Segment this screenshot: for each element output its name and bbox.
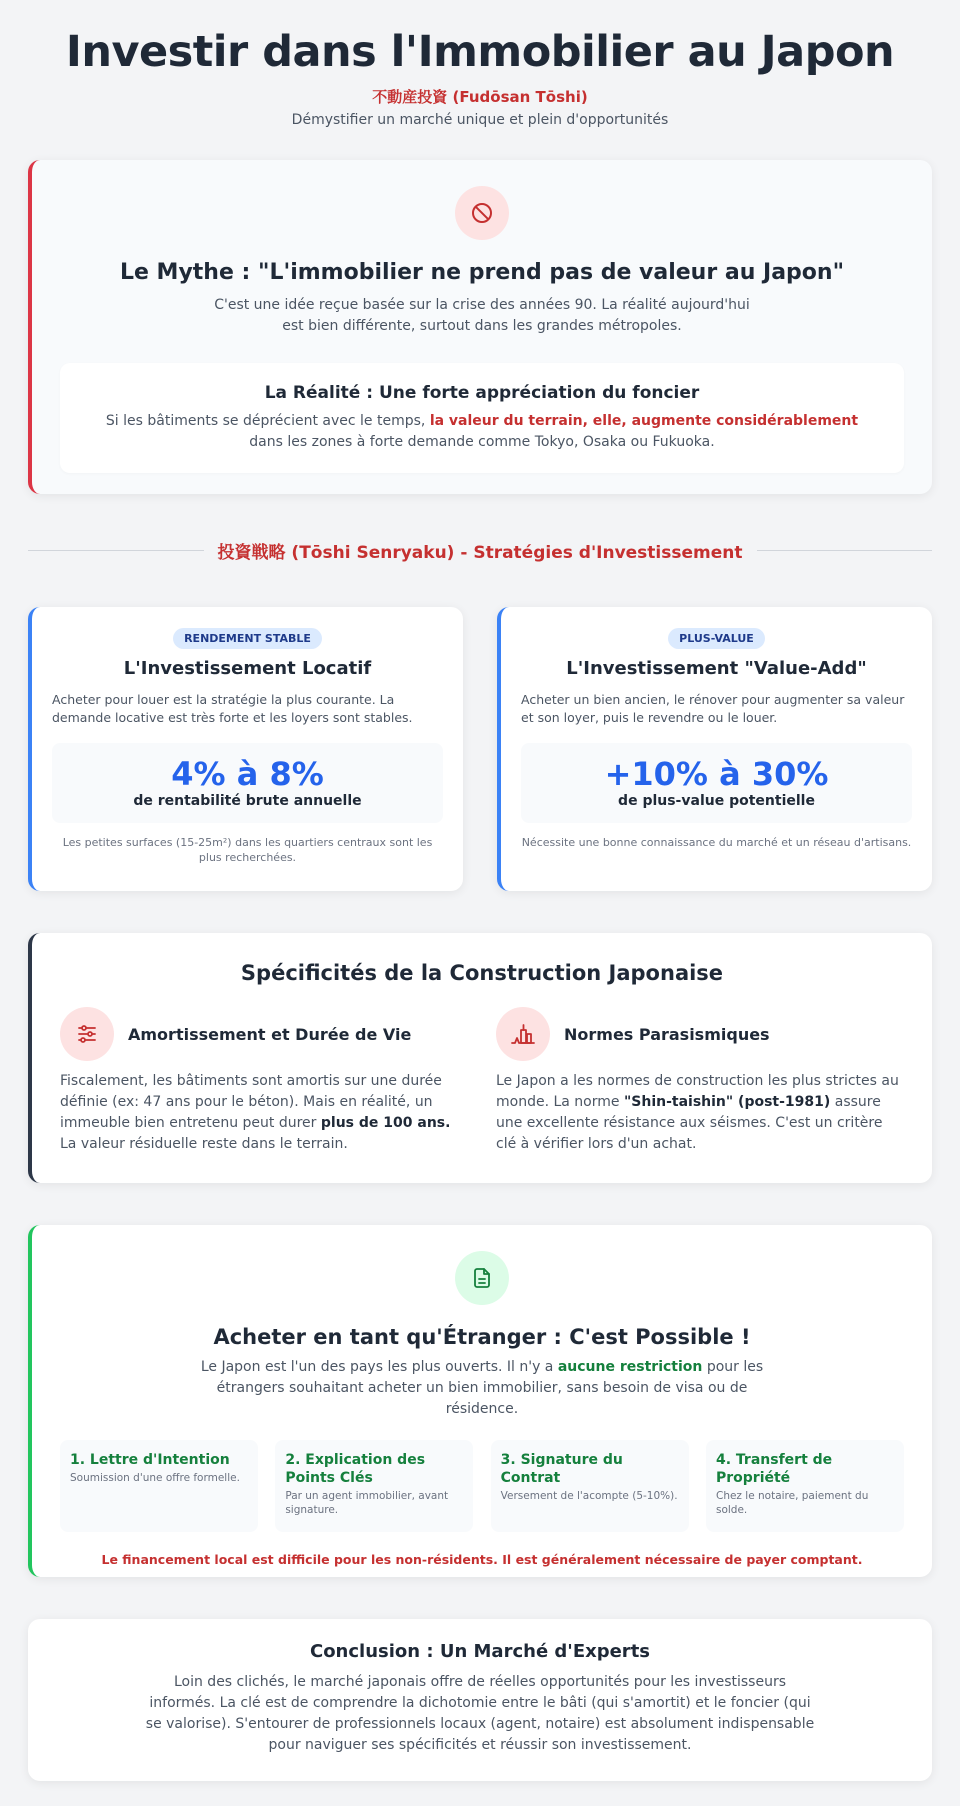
step-title: 3. Signature du Contrat <box>500 1452 623 1486</box>
strategies-heading: 投資戦略 (Tōshi Senryaku) - Stratégies d'Investissement <box>217 543 743 563</box>
conclusion-card <box>28 1619 932 1781</box>
myth-card <box>28 160 932 494</box>
step-card <box>275 1440 473 1532</box>
myth-description: C'est une idée reçue basée sur la crise des années 90. La réalité aujourd'hui est bien différente, surtout dans les grandes métropoles. <box>214 297 750 334</box>
step-card <box>60 1440 258 1532</box>
ban-icon <box>455 186 509 240</box>
construction-column-seismic <box>496 1007 904 1155</box>
reality-text <box>88 411 876 453</box>
divider-line-right <box>757 550 933 551</box>
step-title: 2. Explication des Points Clés <box>285 1452 426 1486</box>
construction-columns <box>60 1007 904 1155</box>
japanese-subtitle: 不動産投資 (Fudōsan Tōshi) <box>372 88 588 106</box>
strategy-badge: PLUS-VALUE <box>668 628 765 649</box>
seismic-building-icon <box>496 1007 550 1061</box>
strategy-description: Acheter pour louer est la stratégie la plus courante. La demande locative est très forte et les loyers sont stables. <box>52 692 413 725</box>
sliders-icon <box>60 1007 114 1061</box>
column-text-end: La valeur résiduelle reste dans le terrain. <box>60 1136 348 1152</box>
column-header <box>496 1007 904 1061</box>
column-text <box>60 1071 468 1155</box>
reality-highlight: la valeur du terrain, elle, augmente considérablement <box>429 413 859 429</box>
column-heading: Normes Parasismiques <box>564 1024 770 1044</box>
strategy-badge: RENDEMENT STABLE <box>173 628 322 649</box>
strategy-stat-value: 4% à 8% <box>171 755 324 793</box>
strategy-card-rental <box>28 607 463 891</box>
myth-title: Le Mythe : "L'immobilier ne prend pas de valeur au Japon" <box>119 260 845 285</box>
step-text: Chez le notaire, paiement du solde. <box>715 1490 869 1516</box>
divider-line-left <box>28 550 204 551</box>
step-title: 1. Lettre d'Intention <box>70 1452 230 1468</box>
column-text-start: Le Japon a les normes de construction les plus strictes au monde. La norme <box>496 1073 899 1110</box>
strategy-stat-box <box>521 743 912 823</box>
step-card <box>706 1440 904 1532</box>
column-text-bold: "Shin-taishin" (post-1981) <box>623 1094 831 1110</box>
strategy-stat-value: +10% à 30% <box>604 755 829 793</box>
strategy-card-value-add <box>497 607 932 891</box>
step-text: Versement de l'acompte (5-10%). <box>500 1490 678 1502</box>
financing-warning: Le financement local est difficile pour les non-résidents. Il est généralement nécessaire de payer comptant. <box>101 1552 863 1567</box>
column-text <box>496 1071 904 1155</box>
page-header <box>28 24 932 128</box>
conclusion-title: Conclusion : Un Marché d'Experts <box>309 1641 651 1662</box>
conclusion-text: Loin des clichés, le marché japonais offre de réelles opportunités pour les investisseurs informés. La clé est de comprendre la dichotomie entre le bâti (qui s'amortit) et le foncier (qui se valorise). S'entourer de professionnels locaux (agent, notaire) est absolument indispensable pour naviguer ses spécificités et réussir son investissement. <box>145 1674 815 1753</box>
step-text: Soumission d'une offre formelle. <box>70 1472 240 1484</box>
foreigner-title: Acheter en tant qu'Étranger : C'est Possible ! <box>213 1325 751 1349</box>
page-subtitle: Démystifier un marché unique et plein d'opportunités <box>291 112 669 128</box>
step-text: Par un agent immobilier, avant signature. <box>285 1490 449 1516</box>
step-card <box>491 1440 689 1532</box>
foreigner-text-start: Le Japon est l'un des pays les plus ouverts. Il n'y a <box>200 1359 558 1375</box>
column-text-bold: plus de 100 ans. <box>320 1115 451 1131</box>
strategy-description: Acheter un bien ancien, le rénover pour augmenter sa valeur et son loyer, puis le revendre ou le louer. <box>521 692 905 725</box>
foreigner-card <box>28 1225 932 1577</box>
reality-text-end: dans les zones à forte demande comme Tokyo, Osaka ou Fukuoka. <box>249 434 715 450</box>
column-text-start: Fiscalement, les bâtiments sont amortis sur une durée définie (ex: 47 ans pour le béton). Mais en réalité, un immeuble bien entretenu peut durer <box>60 1073 442 1131</box>
strategies-row <box>28 607 932 891</box>
reality-text-start: Si les bâtiments se déprécient avec le temps, <box>105 413 430 429</box>
strategy-note: Nécessite une bonne connaissance du marché et un réseau d'artisans. <box>521 836 912 849</box>
foreigner-highlight: aucune restriction <box>557 1359 703 1375</box>
step-title: 4. Transfert de Propriété <box>715 1452 833 1486</box>
strategy-note: Les petites surfaces (15-25m²) dans les quartiers centraux sont les plus recherchées. <box>62 836 433 864</box>
foreigner-text-end: pour les étrangers souhaitant acheter un bien immobilier, sans besoin de visa ou de résidence. <box>216 1359 764 1417</box>
construction-title: Spécificités de la Construction Japonaise <box>240 961 724 985</box>
column-heading: Amortissement et Durée de Vie <box>128 1024 412 1044</box>
strategy-stat-box <box>52 743 443 823</box>
reality-title: La Réalité : Une forte appréciation du foncier <box>264 383 700 403</box>
strategy-stat-label: de rentabilité brute annuelle <box>133 793 362 809</box>
strategy-title: L'Investissement "Value-Add" <box>566 658 867 679</box>
construction-column-depreciation <box>60 1007 468 1155</box>
page-title: Investir dans l'Immobilier au Japon <box>65 27 895 77</box>
purchase-steps <box>60 1440 904 1532</box>
column-text-end: assure une excellente résistance aux séismes. C'est un critère clé à vérifier lors d'un achat. <box>496 1094 883 1152</box>
strategy-stat-label: de plus-value potentielle <box>618 793 815 809</box>
document-icon <box>455 1251 509 1305</box>
column-header <box>60 1007 468 1061</box>
strategy-title: L'Investissement Locatif <box>123 658 372 679</box>
strategies-divider <box>28 538 932 563</box>
foreigner-description <box>187 1357 777 1420</box>
construction-card <box>28 933 932 1183</box>
reality-box <box>60 363 904 473</box>
